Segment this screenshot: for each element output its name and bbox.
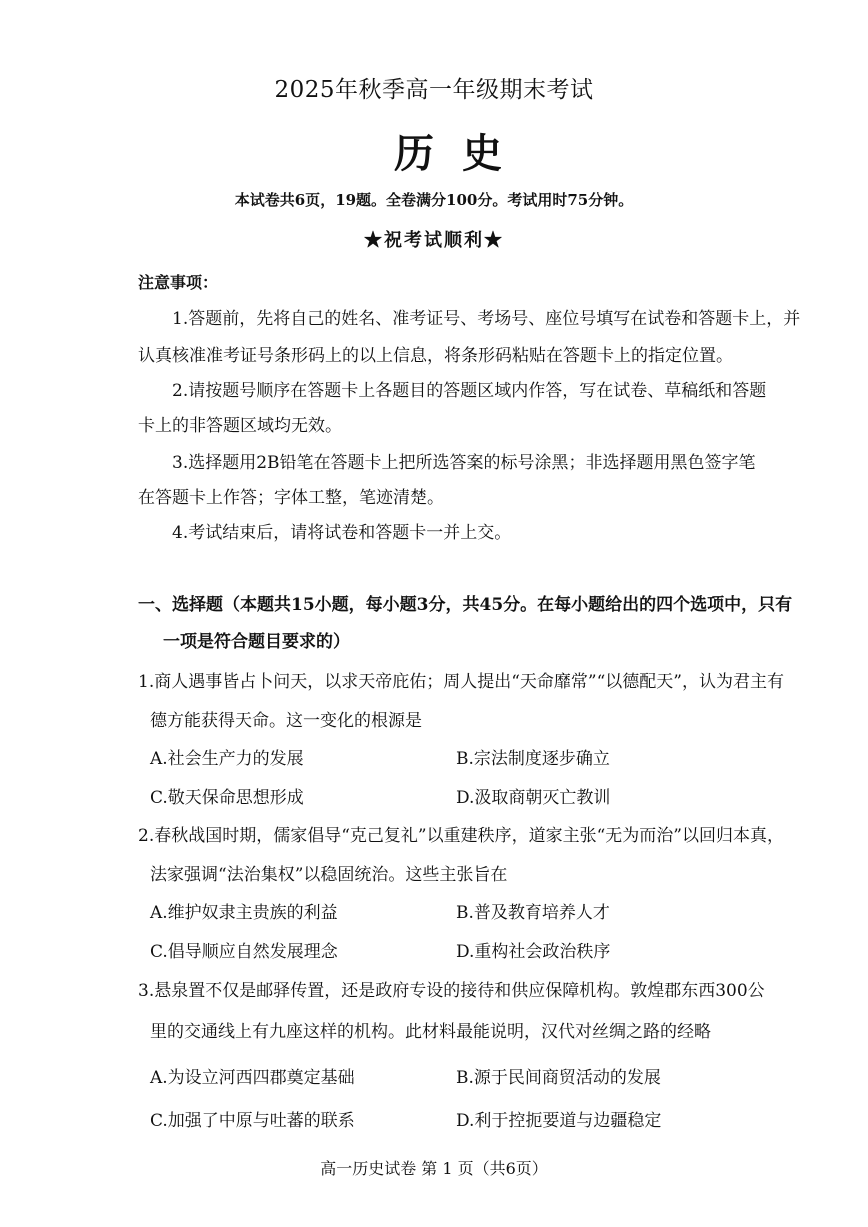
notice-item-4-line-1: 4.考试结束后，请将试卷和答题卡一并上交。 xyxy=(172,523,512,543)
question-2-line-1: 2.春秋战国时期，儒家倡导“克己复礼”以重建秩序，道家主张“无为而治”以回归本真， xyxy=(138,826,784,846)
notice-item-1-line-2: 认真核准准考证号条形码上的以上信息，将条形码粘贴在答题卡上的指定位置。 xyxy=(138,346,733,366)
question-3-option-d: D.利于控扼要道与边疆稳定 xyxy=(456,1111,662,1131)
blessing-line: ★祝考试顺利★ xyxy=(364,230,504,251)
subject-title: 历史 xyxy=(394,130,530,177)
question-3-line-1: 3.悬泉置不仅是邮驿传置，还是政府专设的接待和供应保障机构。敦煌郡东西300公 xyxy=(138,981,765,1001)
notice-item-1-line-1: 1.答题前，先将自己的姓名、准考证号、考场号、座位号填写在试卷和答题卡上，并 xyxy=(172,309,801,329)
page-footer: 高一历史试卷 第 1 页（共6页） xyxy=(320,1159,548,1178)
question-3-option-a: A.为设立河西四郡奠定基础 xyxy=(150,1068,355,1088)
question-3-line-2: 里的交通线上有九座这样的机构。此材料最能说明，汉代对丝绸之路的经略 xyxy=(150,1022,711,1042)
question-1-option-d: D.汲取商朝灭亡教训 xyxy=(456,788,611,808)
section-heading-line-1: 一、选择题（本题共15小题，每小题3分，共45分。在每小题给出的四个选项中，只有 xyxy=(138,595,793,615)
question-3-option-c: C.加强了中原与吐蕃的联系 xyxy=(150,1111,355,1131)
exam-title: 2025年秋季高一年级期末考试 xyxy=(274,77,594,103)
question-2-option-a: A.维护奴隶主贵族的利益 xyxy=(150,903,338,923)
question-1-line-2: 德方能获得天命。这一变化的根源是 xyxy=(150,711,422,731)
question-2-option-c: C.倡导顺应自然发展理念 xyxy=(150,942,338,962)
question-1-option-b: B.宗法制度逐步确立 xyxy=(456,749,610,769)
notice-item-2-line-2: 卡上的非答题区域均无效。 xyxy=(138,416,342,436)
section-heading-line-2: 一项是符合题目要求的） xyxy=(163,632,350,652)
question-2-option-b: B.普及教育培养人才 xyxy=(456,903,610,923)
question-2-option-d: D.重构社会政治秩序 xyxy=(456,942,611,962)
notice-item-3-line-1: 3.选择题用2B铅笔在答题卡上把所选答案的标号涂黑；非选择题用黑色签字笔 xyxy=(172,453,756,473)
notice-heading: 注意事项： xyxy=(138,273,219,292)
question-3-option-b: B.源于民间商贸活动的发展 xyxy=(456,1068,661,1088)
question-2-line-2: 法家强调“法治集权”以稳固统治。这些主张旨在 xyxy=(150,865,508,885)
notice-item-3-line-2: 在答题卡上作答；字体工整，笔迹清楚。 xyxy=(138,488,444,508)
question-1-option-a: A.社会生产力的发展 xyxy=(150,749,304,769)
question-1-option-c: C.敬天保命思想形成 xyxy=(150,788,304,808)
notice-item-2-line-1: 2.请按题号顺序在答题卡上各题目的答题区域内作答，写在试卷、草稿纸和答题 xyxy=(172,381,767,401)
exam-info: 本试卷共6页，19题。全卷满分100分。考试用时75分钟。 xyxy=(234,191,634,209)
question-1-line-1: 1.商人遇事皆占卜问天，以求天帝庇佑；周人提出“天命靡常”“以德配天”，认为君主有 xyxy=(138,672,784,692)
